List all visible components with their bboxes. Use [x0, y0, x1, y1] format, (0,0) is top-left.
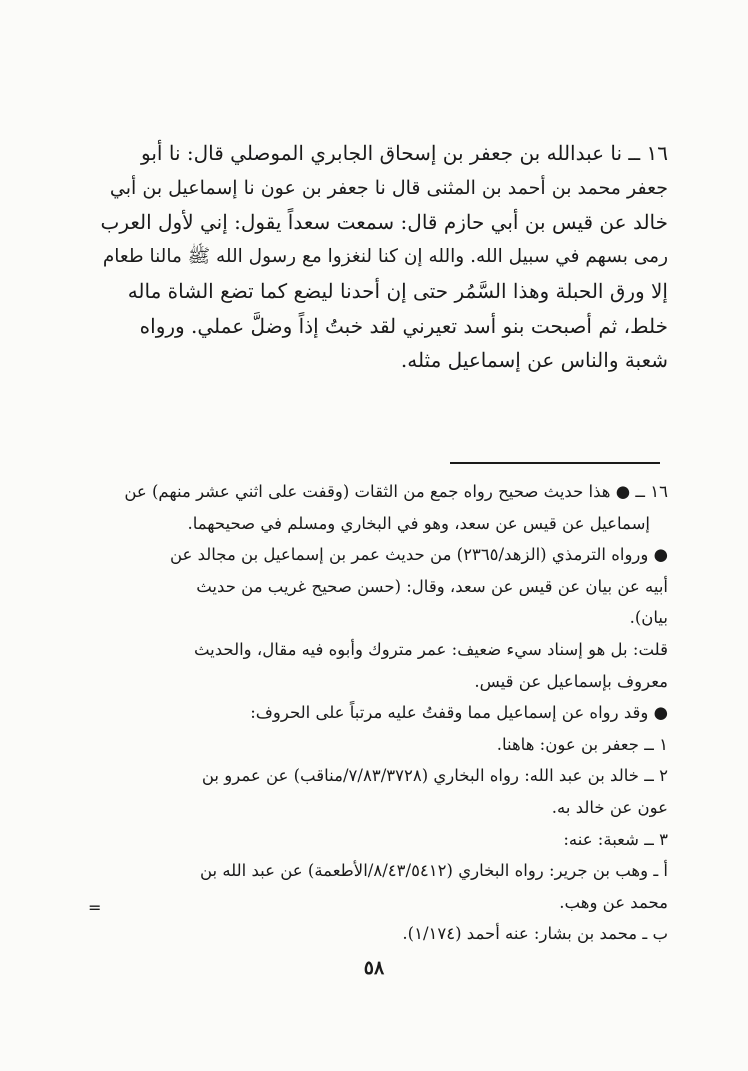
- footnote-line: ب ـ محمد بن بشار: عنه أحمد (١/١٧٤).: [402, 924, 668, 944]
- footnotes: [102, 476, 668, 950]
- text-line: خالد عن قيس بن أبي حازم قال: سمعت سعداً يقول: إني لأول العرب: [100, 210, 668, 234]
- footnote-line: ٣ ــ شعبة: عنه:: [563, 829, 668, 849]
- text-line: إلا ورق الحبلة وهذا السَّمُر حتى إن أحدنا ليضع كما تضع الشاة ماله: [127, 279, 668, 303]
- footnote-line: إسماعيل عن قيس عن سعد، وهو في البخاري ومسلم في صحيحهما.: [187, 513, 650, 533]
- page-number: ٥٨: [363, 957, 385, 979]
- text-line: شعبة والناس عن إسماعيل مثله.: [400, 348, 668, 372]
- footnote-line: ١ ــ جعفر بن عون: هاهنا.: [496, 734, 668, 754]
- text-line: خلط، ثم أصبحت بنو أسد تعيرني لقد خبتُ إذاً وضلَّ عملي. ورواه: [139, 313, 668, 338]
- continuation-mark: =: [88, 898, 102, 917]
- footnote-line: محمد عن وهب.: [559, 892, 668, 912]
- footnote-line: ● ورواه الترمذي (الزهد/٢٣٦٥) من حديث عمر بن إسماعيل بن مجالد عن: [169, 545, 668, 565]
- hadith-text: [100, 136, 668, 378]
- footnote-line: أبيه عن بيان عن قيس عن سعد، وقال: (حسن صحيح غريب من حديث: [196, 576, 668, 596]
- footnote-line: أ ـ وهب بن جرير: رواه البخاري (٨/٤٣/٥٤١٢/الأطعمة) عن عبد الله بن: [199, 861, 668, 881]
- footnote-line: قلت: بل هو إسناد سيء ضعيف: عمر متروك وأبوه فيه مقال، والحديث: [193, 639, 668, 659]
- footnote-line: معروف بإسماعيل عن قيس.: [474, 671, 668, 691]
- text-line: رمى بسهم في سبيل الله. والله إن كنا لنغزوا مع رسول الله ﷺ مالنا طعام: [102, 245, 668, 267]
- footnote-line: عون عن خالد به.: [551, 797, 668, 817]
- footnote-line: ١٦ ــ ● هذا حديث صحيح رواه جمع من الثقات (وقفت على اثني عشر منهم) عن: [124, 482, 668, 501]
- text-line: ١٦ ــ نا عبدالله بن جعفر بن إسحاق الجابري الموصلي قال: نا أبو: [141, 141, 668, 165]
- footnote-line: ● وقد رواه عن إسماعيل مما وقفتُ عليه مرتباً على الحروف:: [250, 703, 668, 723]
- text-line: جعفر محمد بن أحمد بن المثنى قال نا جعفر بن عون نا إسماعيل بن أبي: [109, 176, 668, 199]
- footnote-line: ٢ ــ خالد بن عبد الله: رواه البخاري (٧/٨٣/٣٧٢٨/مناقب) عن عمرو بن: [201, 766, 668, 786]
- footnote-separator: [450, 462, 660, 464]
- footnote-line: بيان).: [629, 608, 668, 628]
